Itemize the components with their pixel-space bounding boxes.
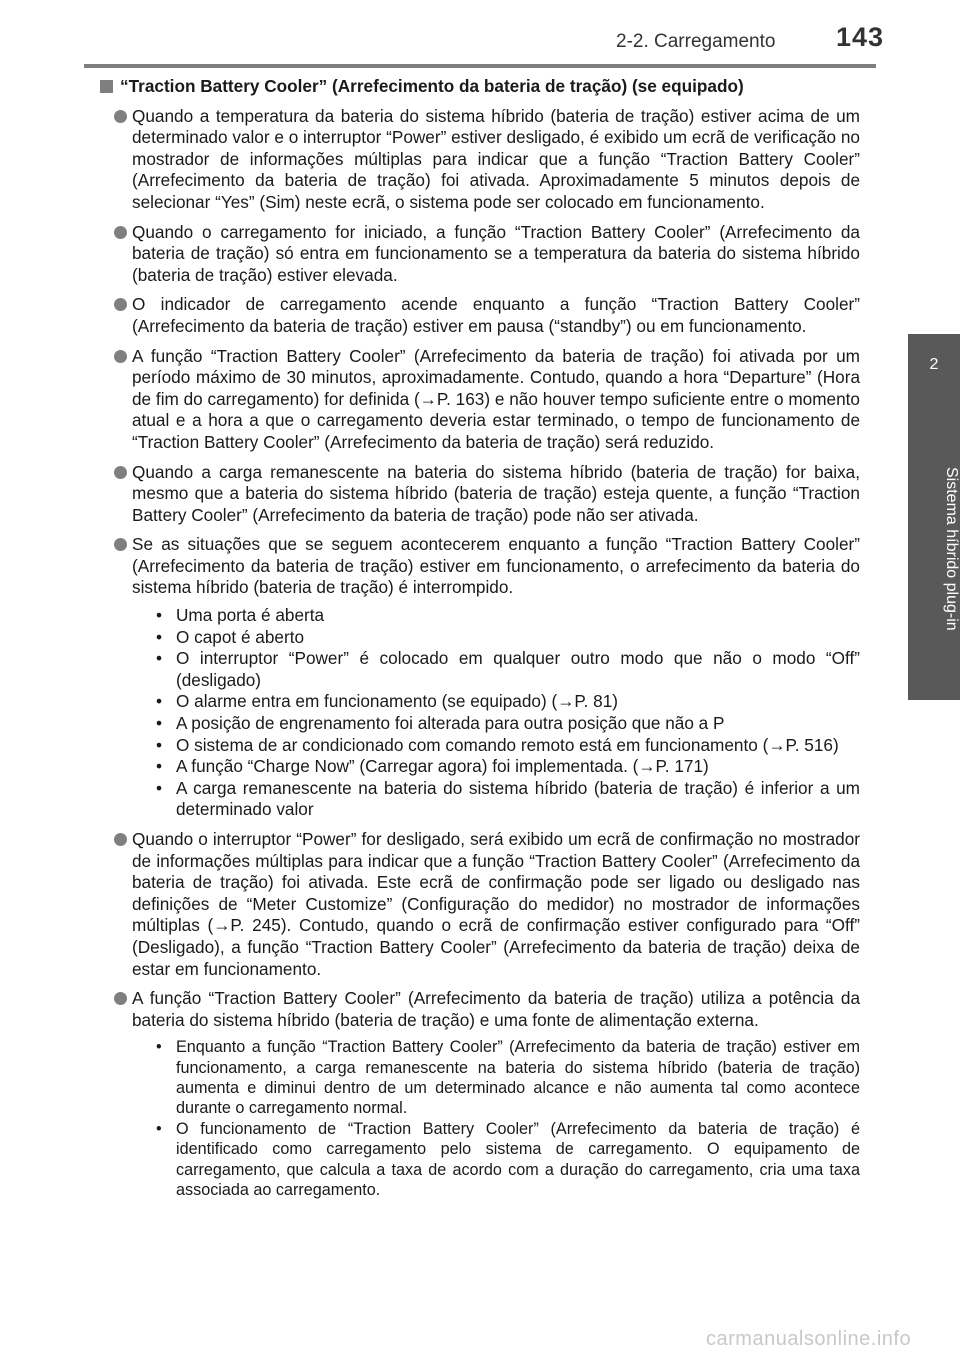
watermark: carmanualsonline.info [706,1328,912,1350]
section-heading [100,76,860,98]
list-item: A função “Traction Battery Cooler” (Arrefecimento da bateria de tração) utiliza a potência da bateria do sistema híbrido (bateria de tração) e uma fonte de alimentação externa. • Enquanto a função “Traction Battery Cooler” (Arrefecimento da bateria de tração) estiver em funcionamento, a carga remanescente na bateria do sistema híbrido (bateria de tração) aumenta e diminui dentro de um determinado alcance e não aumenta tal como acontece durante o carregamento normal. • O funcionamento de “Traction Battery Cooler” (Arrefecimento da bateria de tração) é identificado como carregamento pelo sistema de carregamento. O equipamento de carregamento, que calcula a taxa de acordo com a duração do carregamento, cria uma taxa associada ao carregamento. [100,988,860,1200]
list-item: O indicador de carregamento acende enquanto a função “Traction Battery Cooler” (Arrefecimento da bateria de tração) estiver em pausa (“standby”) ou em funcionamento. [100,294,860,337]
sub-list-item: • O alarme entra em funcionamento (se equipado) (→P. 81) [156,691,619,712]
sub-list [152,605,860,821]
circle-bullet-icon [114,833,127,846]
page-header [0,0,960,70]
sub-list-item: • O sistema de ar condicionado com comando remoto está em funcionamento (→P. 516) [156,734,839,755]
note-item: • Enquanto a função “Traction Battery Cooler” (Arrefecimento da bateria de tração) estiver em funcionamento, a carga remanescente na bateria do sistema híbrido (bateria de tração) aumenta e diminui dentro de um determinado alcance e não aumenta tal como acontece durante o carregamento normal. [156,1038,860,1117]
section-title: 2-2. Carregamento [616,31,776,52]
circle-bullet-icon [114,350,127,363]
list-item: Se as situações que se seguem acontecerem enquanto a função “Traction Battery Cooler” (Arrefecimento da bateria de tração) estiver em funcionamento, o arrefecimento da bateria do sistema híbrido (bateria de tração) é interrompido. • Uma porta é aberta • O capot é aberto • O interruptor “Power” é colocado em qualquer outro modo que não o modo “Off” (desligado) • O alarme entra em funcionamento (se equipado) (→P. 81) • A posição de engrenamento foi alterada para outra posição que não a P • O sistema de ar condicionado com comando remoto está em funcionamento (→P. 516) • A função “Charge Now” (Carregar agora) foi implementada. (→P. 171) • A carga remanescente na bateria do sistema híbrido (bateria de tração) é inferior a um determinado valor [100,534,860,821]
square-bullet-icon [100,80,113,93]
circle-bullet-icon [114,226,127,239]
chapter-side-tab[interactable] [908,334,960,700]
sub-list-item: • A carga remanescente na bateria do sistema híbrido (bateria de tração) é inferior a um determinado valor [156,777,860,820]
sub-list-item: • Uma porta é aberta [156,605,325,626]
list-item: Quando a carga remanescente na bateria do sistema híbrido (bateria de tração) for baixa, mesmo que a bateria do sistema híbrido (bateria de tração) esteja quente, a função “Traction Battery Cooler” (Arrefecimento da bateria de tração) pode não ser ativada. [100,462,860,527]
sub-list-item: • O capot é aberto [156,626,305,647]
sub-list-item: • A função “Charge Now” (Carregar agora) foi implementada. (→P. 171) [156,756,709,777]
chapter-number: 2 [929,356,939,373]
circle-bullet-icon [114,298,127,311]
list-item: Quando o interruptor “Power” for desligado, será exibido um ecrã de confirmação no mostrador de informações múltiplas para indicar que a função “Traction Battery Cooler” (Arrefecimento da bateria de tração) foi ativada. Este ecrã de confirmação pode ser ligado ou desligado nas definições de “Meter Customize” (Configuração do medidor) no mostrador de informações múltiplas (→P. 245). Contudo, quando o ecrã de confirmação estiver configurado para “Off” (Desligado), a função “Traction Battery Cooler” (Arrefecimento da bateria de tração) deixa de estar em funcionamento. [100,829,860,980]
note-item: • O funcionamento de “Traction Battery Cooler” (Arrefecimento da bateria de tração) é identificado como carregamento pelo sistema de carregamento. O equipamento de carregamento, que calcula a taxa de acordo com a duração do carregamento, cria uma taxa associada ao carregamento. [156,1120,860,1199]
circle-bullet-icon [114,992,127,1005]
note-list [152,1037,860,1200]
header-rule [84,64,876,68]
heading-text: “Traction Battery Cooler” (Arrefecimento da bateria de tração) (se equipado) [120,76,744,96]
chapter-label: Sistema híbrido plug-in [943,467,960,631]
list-item: A função “Traction Battery Cooler” (Arrefecimento da bateria de tração) foi ativada por um período máximo de 30 minutos, aproximadamente. Contudo, quando a hora “Departure” (Hora de fim do carregamento) for definida (→P. 163) e não houver tempo suficiente entre o momento atual e a hora a que o carregamento deveria estar terminado, o tempo de funcionamento de “Traction Battery Cooler” (Arrefecimento da bateria de tração) será reduzido. [100,346,860,454]
circle-bullet-icon [114,466,127,479]
page-number: 143 [836,22,885,52]
circle-bullet-icon [114,538,127,551]
sub-list-item: • O interruptor “Power” é colocado em qualquer outro modo que não o modo “Off” (desligado) [156,648,860,690]
page-content [100,76,860,1208]
circle-bullet-icon [114,110,127,123]
list-item: Quando a temperatura da bateria do sistema híbrido (bateria de tração) estiver acima de um determinado valor e o interruptor “Power” estiver desligado, é exibido um ecrã de verificação no mostrador de informações múltiplas para indicar que a função “Traction Battery Cooler” (Arrefecimento da bateria de tração) foi ativada. Aproximadamente 5 minutos depois de selecionar “Yes” (Sim) neste ecrã, o sistema pode ser colocado em funcionamento. [100,106,860,214]
list-item: Quando o carregamento for iniciado, a função “Traction Battery Cooler” (Arrefecimento da bateria de tração) só entra em funcionamento se a temperatura da bateria do sistema híbrido (bateria de tração) estiver elevada. [100,222,860,287]
sub-list-item: • A posição de engrenamento foi alterada para outra posição que não a P [156,713,725,734]
